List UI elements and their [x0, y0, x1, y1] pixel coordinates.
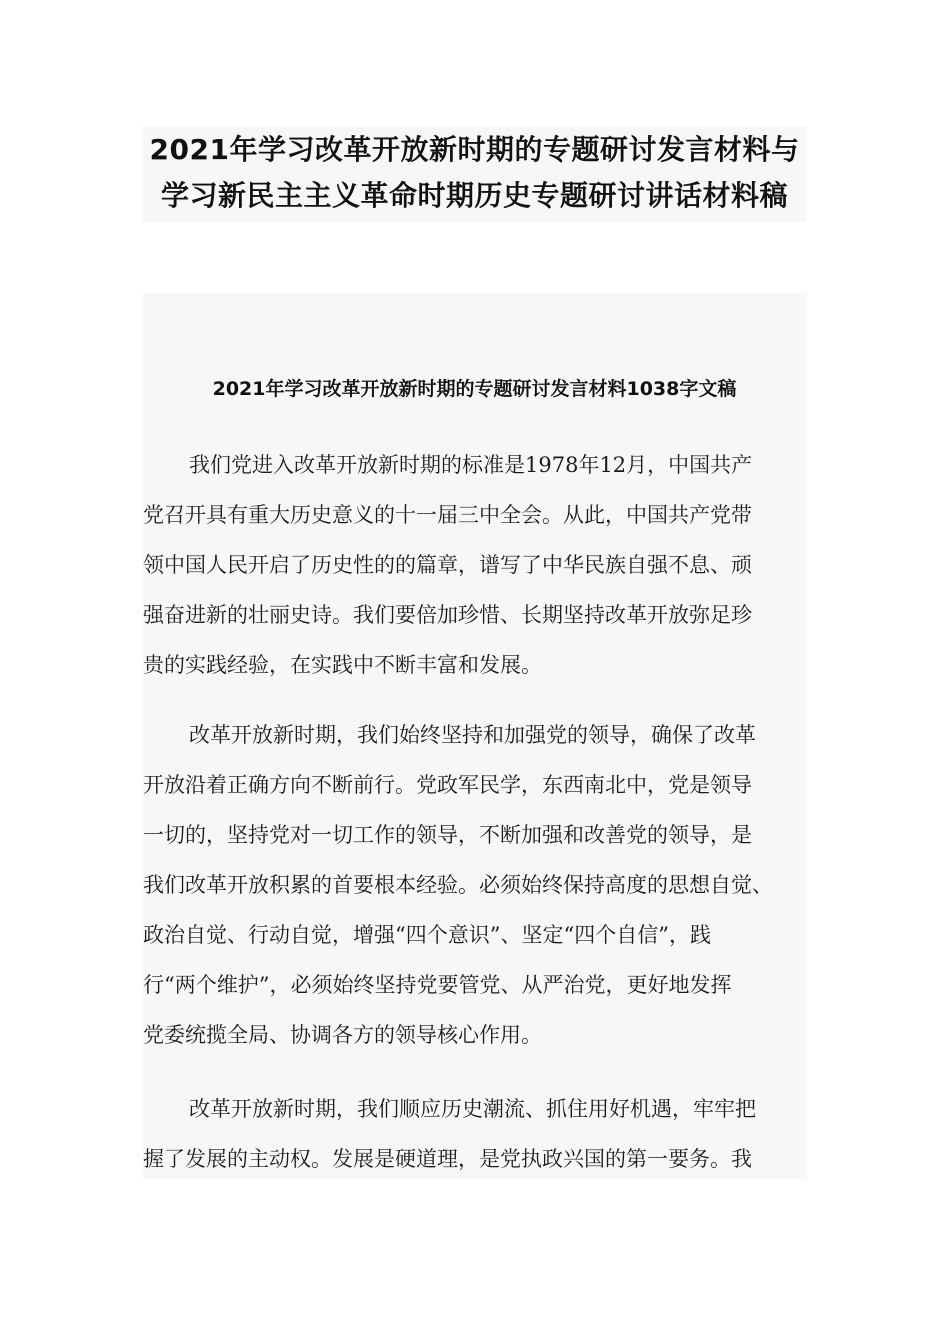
- paragraph-line: 党召开具有重大历史意义的十一届三中全会。从此，中国共产党带: [143, 503, 752, 527]
- paragraph-line: 一切的，坚持党对一切工作的领导，不断加强和改善党的领导，是: [143, 823, 752, 847]
- paragraph-line: 贵的实践经验，在实践中不断丰富和发展。: [143, 653, 542, 677]
- document-title-line-1: 2021年学习改革开放新时期的专题研讨发言材料与: [149, 133, 800, 166]
- paragraph-line: 我们党进入改革开放新时期的标准是1978年12月，中国共产: [189, 453, 753, 477]
- document-title-line-2: 学习新民主主义革命时期历史专题研讨讲话材料稿: [160, 179, 788, 212]
- paragraph-line: 我们改革开放积累的首要根本经验。必须始终保持高度的思想自觉、: [143, 873, 773, 897]
- paragraph-line: 政治自觉、行动自觉，增强“四个意识”、坚定“四个自信”，践: [143, 923, 711, 947]
- paragraph-line: 领中国人民开启了历史性的的篇章，谱写了中华民族自强不息、顽: [143, 553, 752, 577]
- paragraph-line: 改革开放新时期，我们始终坚持和加强党的领导，确保了改革: [189, 723, 756, 747]
- section-heading: 2021年学习改革开放新时期的专题研讨发言材料1038字文稿: [212, 378, 737, 400]
- paragraph-line: 强奋进新的壮丽史诗。我们要倍加珍惜、长期坚持改革开放弥足珍: [143, 603, 752, 627]
- document-body: [143, 293, 806, 1179]
- document-title: [143, 126, 806, 222]
- paragraph-line: 行“两个维护”，必须始终坚持党要管党、从严治党，更好地发挥: [143, 973, 732, 997]
- paragraph-line: 改革开放新时期，我们顺应历史潮流、抓住用好机遇，牢牢把: [189, 1097, 756, 1121]
- paragraph-line: 党委统揽全局、协调各方的领导核心作用。: [143, 1023, 542, 1047]
- paragraph-line: 开放沿着正确方向不断前行。党政军民学，东西南北中，党是领导: [143, 773, 752, 797]
- paragraph-line: 握了发展的主动权。发展是硬道理，是党执政兴国的第一要务。我: [143, 1147, 752, 1171]
